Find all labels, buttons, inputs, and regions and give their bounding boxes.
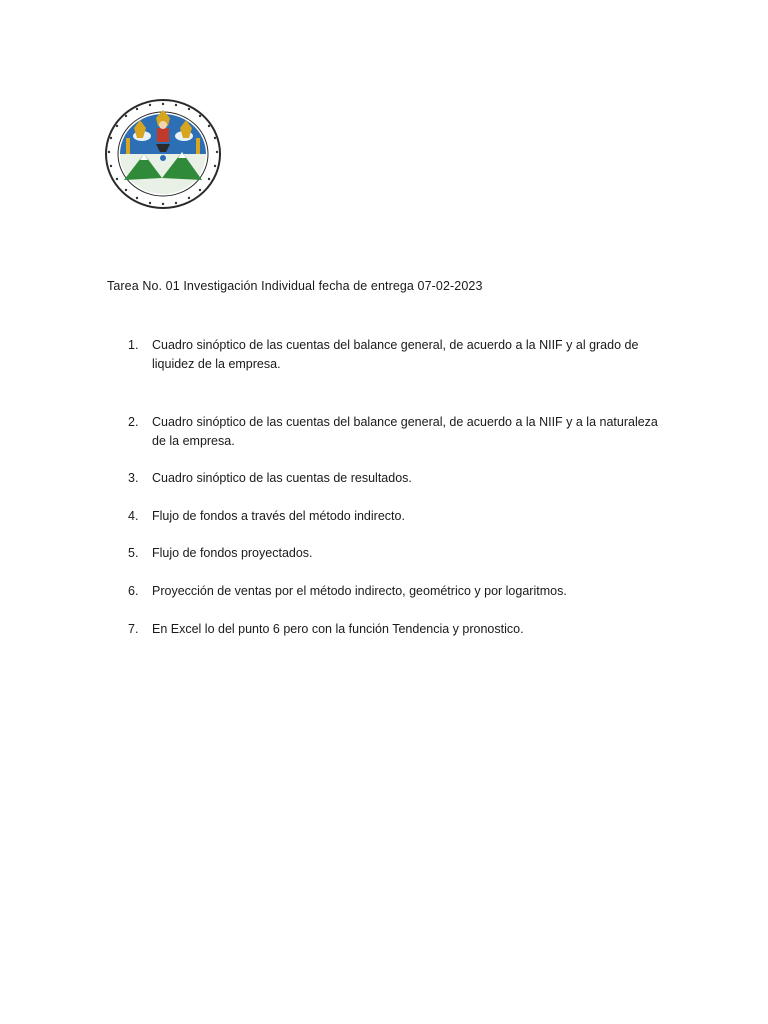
list-item-text: Flujo de fondos proyectados.: [152, 546, 313, 560]
assignment-title: Tarea No. 01 Investigación Individual fecha de entrega 07-02-2023: [107, 279, 483, 293]
list-item-number: 2.: [128, 415, 139, 429]
list-item-text: En Excel lo del punto 6 pero con la función Tendencia y pronostico.: [152, 622, 524, 636]
list-item-text: Cuadro sinóptico de las cuentas del balance general, de acuerdo a la NIIF y a la naturaleza de la empresa.: [152, 415, 658, 448]
list-item: [128, 469, 668, 488]
list-item-text: Flujo de fondos a través del método indirecto.: [152, 509, 405, 523]
list-item-number: 7.: [128, 622, 139, 636]
list-item: [128, 413, 668, 450]
list-item-text: Cuadro sinóptico de las cuentas del balance general, de acuerdo a la NIIF y al grado de liquidez de la empresa.: [152, 338, 639, 371]
list-item: [128, 336, 668, 373]
list-item-number: 5.: [128, 546, 139, 560]
list-item-number: 6.: [128, 584, 139, 598]
list-item: [128, 507, 668, 526]
list-item: [128, 544, 668, 563]
list-item: [128, 582, 668, 601]
list-item-number: 1.: [128, 338, 139, 352]
university-seal-icon: [104, 98, 222, 210]
list-item-number: 4.: [128, 509, 139, 523]
list-item: [128, 620, 668, 639]
list-item-number: 3.: [128, 471, 139, 485]
list-item-text: Proyección de ventas por el método indirecto, geométrico y por logaritmos.: [152, 584, 567, 598]
list-item-text: Cuadro sinóptico de las cuentas de resultados.: [152, 471, 412, 485]
